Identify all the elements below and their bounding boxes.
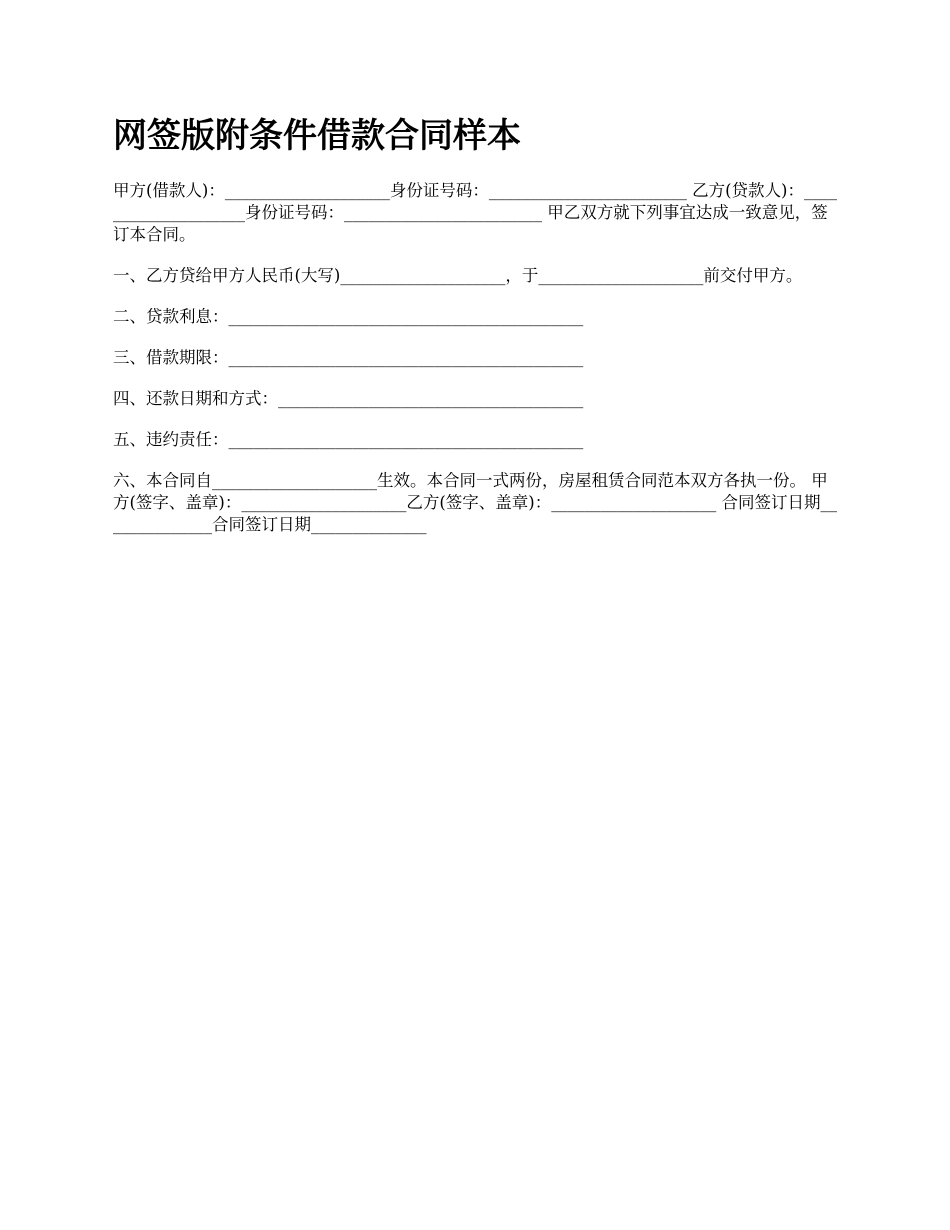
- parties-paragraph: 甲方(借款人)：____________________身份证号码：________________________ 乙方(贷款人)：____________________身份证号码：________________________ 甲乙双方就下列事宜达成一致意见，签订本合同。: [113, 181, 837, 244]
- clause-1-loan-amount: 一、乙方贷给甲方人民币(大写)____________________，于____________________前交付甲方。: [113, 266, 803, 285]
- clause-2-interest: 二、贷款利息：___________________________________________: [113, 307, 584, 326]
- clause-5-liability: 五、违约责任：___________________________________________: [113, 430, 584, 449]
- document-title: 网签版附条件借款合同样本: [113, 116, 521, 156]
- document-page: [113, 112, 837, 555]
- clause-3-term: 三、借款期限：___________________________________________: [113, 348, 584, 367]
- clause-4-repayment: 四、还款日期和方式：_____________________________________: [113, 389, 584, 408]
- clause-6-effective-signatures: 六、本合同自____________________生效。本合同一式两份，房屋租赁合同范本双方各执一份。 甲方(签字、盖章)：____________________乙方(签字、盖章)：____________________ 合同签订日期______________合同签订日期______________: [113, 471, 837, 534]
